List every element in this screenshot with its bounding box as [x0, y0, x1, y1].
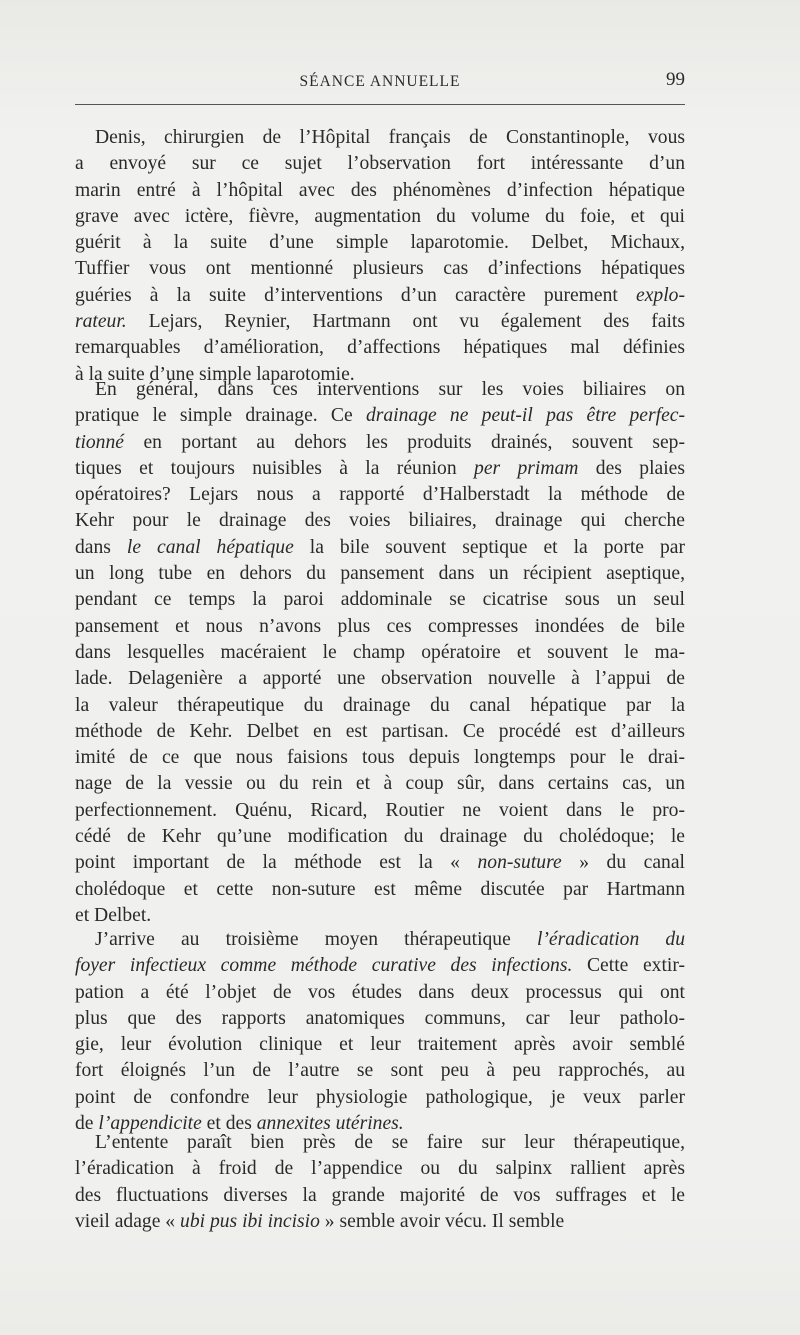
- text-line: [75, 125, 685, 151]
- text-line: [75, 1183, 685, 1209]
- text-run: L’entente paraît bien près de se faire sur leur thérapeutique,: [95, 1132, 685, 1153]
- text-run: des fluctuations diverses la grande majorité de vos suffrages et le: [75, 1184, 685, 1206]
- text-line: [75, 1209, 685, 1235]
- text-run: et Delbet.: [75, 904, 152, 926]
- text-run: cédé de Kehr qu’une modification du drainage du cholédoque; le: [75, 826, 685, 848]
- text-run: cholédoque et cette non-suture est même discutée par Hartmann: [75, 878, 685, 900]
- text-line: [75, 771, 685, 797]
- text-line: [75, 309, 685, 335]
- text-run: et des: [201, 1113, 257, 1135]
- text-line: [75, 666, 685, 692]
- italic-run: l’appendicite: [98, 1113, 202, 1135]
- text-line: [75, 1156, 685, 1182]
- text-line: [75, 204, 685, 230]
- text-run: Kehr pour le drainage des voies biliaires, drainage qui cherche: [75, 510, 685, 532]
- text-run: vieil adage «: [75, 1210, 181, 1232]
- italic-run: per primam: [474, 457, 579, 479]
- italic-run: annexites utérines.: [256, 1113, 404, 1135]
- text-line: [75, 824, 685, 850]
- text-line: [75, 1058, 685, 1084]
- text-line: [75, 640, 685, 666]
- text-run: tiques et toujours nuisibles à la réunion: [75, 457, 475, 479]
- italic-run: explo-: [636, 284, 685, 306]
- text-run: » du canal: [561, 852, 685, 874]
- text-run: méthode de Kehr. Delbet en est partisan. Ce procédé est d’ailleurs: [75, 720, 685, 742]
- text-line: [75, 430, 685, 456]
- text-run: des plaies: [578, 457, 685, 479]
- text-line: [75, 980, 685, 1006]
- text-line: [75, 587, 685, 613]
- text-run: pendant ce temps la paroi addominale se cicatrise sous un seul: [75, 589, 685, 611]
- text-line: [75, 903, 685, 929]
- page-number: 99: [666, 69, 685, 90]
- text-line: [75, 1006, 685, 1032]
- text-line: [75, 482, 685, 508]
- text-run: dans: [75, 536, 127, 558]
- italic-run: tionné: [75, 431, 124, 453]
- text-run: point de confondre leur physiologie pathologique, je veux parler: [75, 1086, 685, 1108]
- text-run: a envoyé sur ce sujet l’observation fort intéressante d’un: [75, 153, 685, 175]
- italic-run: rateur.: [75, 311, 127, 333]
- text-run: la valeur thérapeutique du drainage du canal hépatique par la: [75, 694, 685, 716]
- text-line: [75, 335, 685, 361]
- paragraph-3: [75, 927, 685, 1137]
- text-run: lade. Delagenière a apporté une observation nouvelle à l’appui de: [75, 668, 685, 690]
- text-line: [75, 456, 685, 482]
- text-run: dans lesquelles macéraient le champ opératoire et souvent le ma-: [75, 641, 685, 663]
- text-run: de: [75, 1113, 99, 1135]
- text-line: [75, 283, 685, 309]
- text-line: [75, 377, 685, 403]
- text-run: En général, dans ces interventions sur les voies biliaires on: [95, 379, 685, 400]
- text-run: Denis, chirurgien de l’Hôpital français de Constantinople, vous: [95, 127, 685, 148]
- paragraph-1: [75, 125, 685, 388]
- text-line: [75, 1085, 685, 1111]
- text-run: gie, leur évolution clinique et leur traitement après avoir semblé: [75, 1034, 685, 1056]
- italic-run: le canal hépatique: [126, 536, 294, 558]
- text-line: [75, 230, 685, 256]
- text-run: guéries à la suite d’interventions d’un caractère purement: [75, 284, 637, 306]
- text-run: fort éloignés l’un de l’autre se sont peu à peu rapprochés, au: [75, 1060, 685, 1082]
- italic-run: non-suture: [477, 852, 562, 874]
- text-run: en portant au dehors les produits drainés, souvent sep-: [123, 431, 685, 453]
- header-rule: [75, 104, 685, 105]
- text-line: [75, 151, 685, 177]
- paragraph-2: [75, 377, 685, 929]
- text-line: [75, 693, 685, 719]
- text-run: » semble avoir vécu. Il semble: [319, 1210, 565, 1232]
- text-run: perfectionnement. Quénu, Ricard, Routier ne voient dans le pro-: [75, 799, 685, 821]
- text-run: pation a été l’objet de vos études dans deux processus qui ont: [75, 981, 685, 1003]
- text-run: plus que des rapports anatomiques communs, car leur patholo-: [75, 1007, 685, 1029]
- text-run: nage de la vessie ou du rein et à coup sûr, dans certains cas, un: [75, 773, 685, 795]
- text-line: [75, 535, 685, 561]
- text-line: [75, 1130, 685, 1156]
- text-line: [75, 403, 685, 429]
- page-header: [75, 66, 685, 96]
- text-line: [75, 561, 685, 587]
- text-line: [75, 953, 685, 979]
- running-title: SÉANCE ANNUELLE: [299, 73, 461, 90]
- text-run: Lejars, Reynier, Hartmann ont vu également des faits: [126, 311, 685, 333]
- text-run: J’arrive au troisième moyen thérapeutique: [95, 929, 537, 950]
- text-line: [75, 719, 685, 745]
- paragraph-4: [75, 1130, 685, 1235]
- text-run: guérit à la suite d’une simple laparotomie. Delbet, Michaux,: [75, 232, 685, 254]
- italic-run: drainage ne peut-il pas être perfec-: [365, 405, 685, 427]
- text-run: imité de ce que nous faisions tous depuis longtemps pour le drai-: [75, 747, 685, 769]
- text-run: opératoires? Lejars nous a rapporté d’Halberstadt la méthode de: [75, 484, 685, 506]
- text-line: [75, 256, 685, 282]
- text-line: [75, 877, 685, 903]
- text-run: pratique le simple drainage. Ce: [75, 405, 366, 427]
- italic-run: foyer infectieux comme méthode curative des infections.: [75, 955, 573, 977]
- text-run: l’éradication à froid de l’appendice ou du salpinx rallient après: [75, 1158, 685, 1180]
- text-line: [75, 508, 685, 534]
- text-run: marin entré à l’hôpital avec des phénomènes d’infection hépatique: [75, 179, 685, 201]
- text-run: Tuffier vous ont mentionné plusieurs cas d’infections hépatiques: [75, 258, 685, 280]
- text-line: [75, 745, 685, 771]
- text-run: point important de la méthode est la «: [75, 852, 478, 874]
- text-run: Cette extir-: [572, 955, 685, 977]
- text-run: grave avec ictère, fièvre, augmentation du volume du foie, et qui: [75, 205, 685, 227]
- text-run: remarquables d’amélioration, d’affections hépatiques mal définies: [75, 337, 685, 359]
- text-line: [75, 614, 685, 640]
- text-run: pansement et nous n’avons plus ces compresses inondées de bile: [75, 615, 685, 637]
- text-line: [75, 1032, 685, 1058]
- text-line: [75, 850, 685, 876]
- text-line: [75, 927, 685, 953]
- text-run: un long tube en dehors du pansement dans un récipient aseptique,: [75, 563, 685, 585]
- text-line: [75, 798, 685, 824]
- text-line: [75, 178, 685, 204]
- italic-run: ubi pus ibi incisio: [180, 1210, 320, 1232]
- italic-run: l’éradication du: [536, 929, 686, 950]
- text-run: à la suite d’une simple laparotomie.: [75, 363, 355, 385]
- text-run: la bile souvent septique et la porte par: [293, 536, 685, 558]
